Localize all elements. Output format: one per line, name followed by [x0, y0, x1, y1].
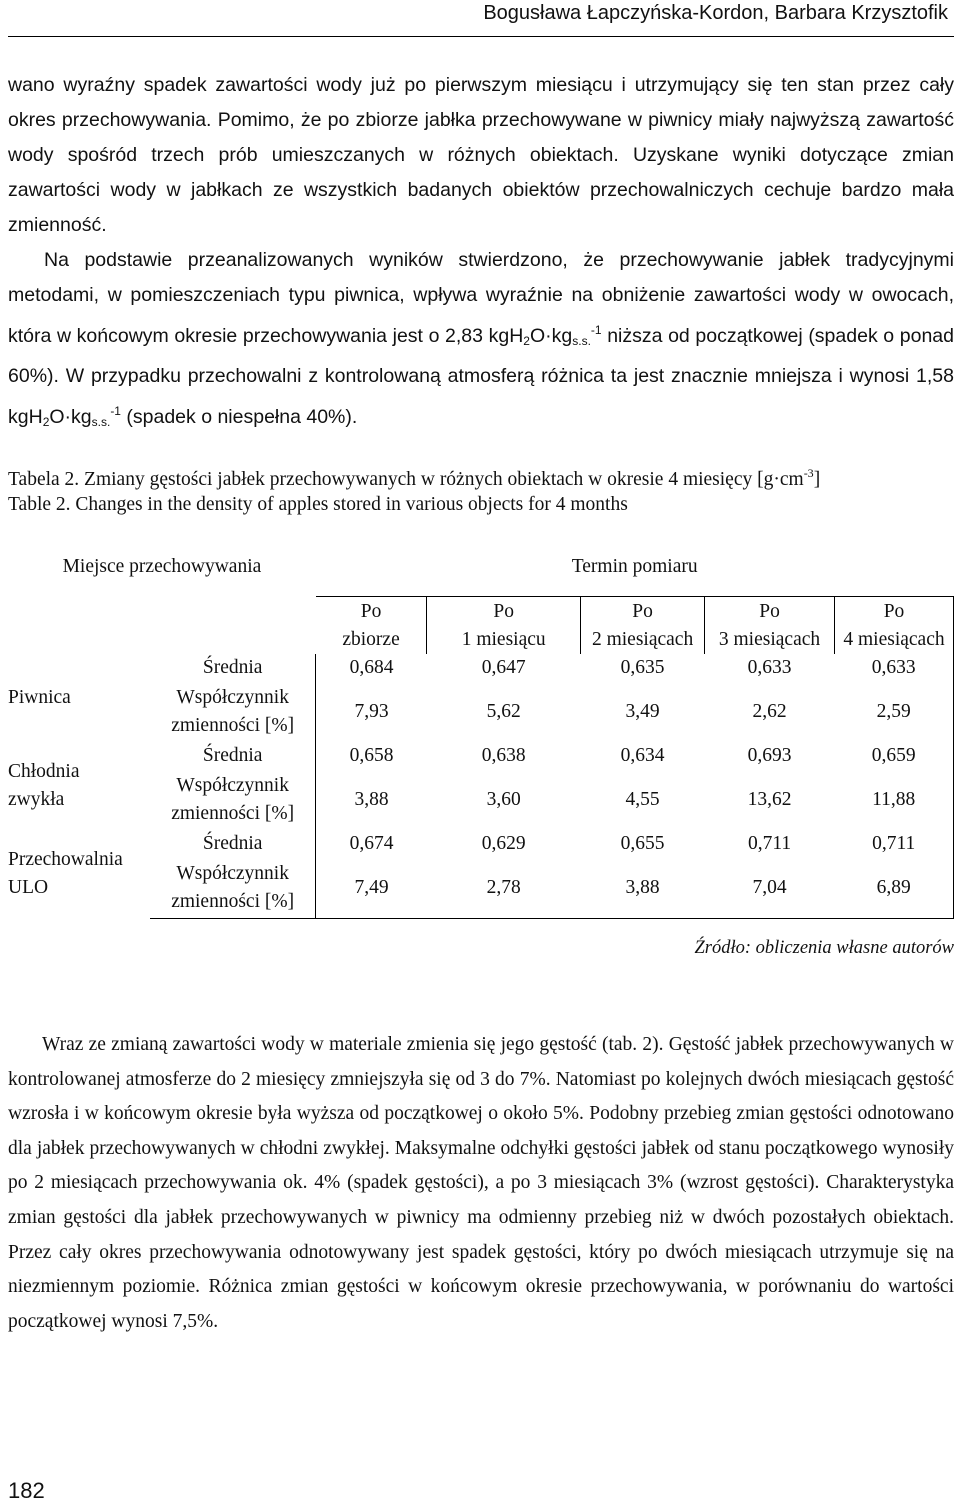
header-authors: Bogusława Łapczyńska-Kordon, Barbara Krzysztofik: [483, 2, 948, 24]
row-label-mean: Średnia: [150, 830, 316, 858]
table-cell: 2,62: [752, 701, 787, 722]
table-cell: 0,684: [349, 657, 394, 678]
row-label-mean: Średnia: [150, 654, 316, 682]
paragraph-density: Wraz ze zmianą zawartości wody w materiale zmienia się jego gęstość (tab. 2). Gęstość jabłek przechowywanych w kontrolowanej atmosferze do 2 miesięcy zmniejszyła się od 3 do 7%. Natomiast po kolejnych dwóch miesiącach gęstość wzrosła i w końcowym okresie była wyższa od początkowej o około 5%. Podobny przebieg zmian gęstości odnotowano dla jabłek przechowywanych w chłodni zwykłej. Maksymalne odchyłki gęstości jabłek od stanu początkowego wynosiły po 2 miesiącach przechowywania ok. 4% (spadek gęstości), a po 3 miesiącach 3% (wzrost gęstości). Charakterystyka zmian gęstości dla jabłek przechowywanych w piwnicy ma odmienny przebieg niż w dwóch pozostałych obiektach. Przez cały okres przechowywania odnotowywany jest spadek gęstości, który po dwóch miesiącach utrzymuje się na niezmiennym poziomie. Różnica zmian gęstości w końcowym okresie przechowywania, w porównaniu do wartości początkowej wynosi 7,5%.: [8, 1034, 954, 1332]
place-label: Chłodnia zwykła: [8, 761, 80, 810]
place-label: Przechowalnia ULO: [8, 849, 123, 898]
table-cell: 0,711: [834, 830, 953, 858]
table-cell: 0,659: [834, 742, 953, 770]
table-cell: 0,633: [747, 657, 792, 678]
table-cell: 0,629: [481, 833, 526, 854]
page-header: [8, 0, 954, 37]
period-header: Po zbiorze: [316, 596, 427, 654]
table-cell: 0,655: [620, 833, 665, 854]
table-cell: 0,647: [481, 657, 526, 678]
row-label-cv: Współczynnik zmienności [%]: [150, 858, 316, 918]
table-cell: 0,635: [620, 657, 665, 678]
table-cell: 0,633: [834, 654, 953, 682]
body-paragraph-1: [8, 68, 954, 440]
table-caption-pl: Tabela 2. Zmiany gęstości jabłek przechowywanych w różnych obiektach w okresie 4 miesięcy $[g\cdot cm^{-3}]$: [8, 466, 821, 490]
table-cell: 2,78: [427, 858, 581, 918]
row-label-mean: Średnia: [150, 742, 316, 770]
table-cell: 3,88: [581, 858, 705, 918]
table-cell: 0,634: [620, 745, 665, 766]
period-header: Po 3 miesiącach: [705, 596, 835, 654]
period-header: Po 4 miesiącach: [834, 596, 953, 654]
row-label-cv: Współczynnik zmienności [%]: [150, 770, 316, 830]
header-place: Miejsce przechowywania: [62, 556, 262, 577]
table-cell: 7,49: [316, 858, 427, 918]
table-cell: 3,88: [354, 789, 389, 810]
table-cell: 4,55: [625, 789, 660, 810]
place-label: Piwnica: [8, 687, 71, 708]
body-paragraph-2: [8, 1028, 954, 1339]
table-cell: 0,638: [481, 745, 526, 766]
table-cell: 7,93: [354, 701, 389, 722]
table-caption-en: Table 2. Changes in the density of apples stored in various objects for 4 months: [8, 494, 628, 515]
table-cell: 2,59: [834, 682, 953, 742]
table-source-note: Źródło: obliczenia własne autorów: [694, 938, 954, 958]
period-header: Po 1 miesiącu: [427, 596, 581, 654]
table-cell: 0,711: [747, 833, 792, 854]
table-cell: 0,693: [747, 745, 792, 766]
table-cell: 6,89: [834, 858, 953, 918]
period-header: Po 2 miesiącach: [581, 596, 705, 654]
density-table: [8, 538, 954, 916]
table-cell: 3,60: [486, 789, 521, 810]
table-cell: 13,62: [747, 789, 792, 810]
paragraph-analysis: Na podstawie przeanalizowanych wyników stwierdzono, że przechowywanie jabłek tradycyjnymi metodami, w pomieszczeniach typu piwnica, wpływa wyraźnie na obniżenie zawartości wody w owocach, która w końcowym okresie przechowywania jest o 2,83 $kgH_2O\cdot kg_{s.s.}^{-1}$ niższa od początkowej (spadek o ponad 60%). W przypadku przechowalni z kontrolowaną atmosferą różnica ta jest znacznie mniejsza i wynosi 1,58 $kgH_2O\cdot kg_{s.s.}^{-1}$ (spadek o niespełna 40%).: [8, 249, 954, 429]
page-number: 182: [8, 1478, 45, 1503]
table-cell: 0,674: [349, 833, 394, 854]
table-cell: 7,04: [705, 858, 835, 918]
table-cell: 5,62: [486, 701, 521, 722]
header-term: Termin pomiaru: [571, 555, 698, 577]
paragraph-water-content: wano wyraźny spadek zawartości wody już po pierwszym miesiącu i utrzymujący się ten stan przez cały okres przechowywania. Pomimo, że po zbiorze jabłka przechowywane w piwnicy miały najwyższą zawartość wody spośród trzech prób umieszczanych w różnych obiektach. Uzyskane wyniki dotyczące zmian zawartości wody w jabłkach ze wszystkich badanych obiektów przechowalniczych cechuje bardzo mała zmienność.: [8, 74, 954, 236]
table-cell: 3,49: [625, 701, 660, 722]
table-cell: 0,658: [349, 745, 394, 766]
row-label-cv: Współczynnik zmienności [%]: [150, 682, 316, 742]
table-cell: 11,88: [834, 770, 953, 830]
